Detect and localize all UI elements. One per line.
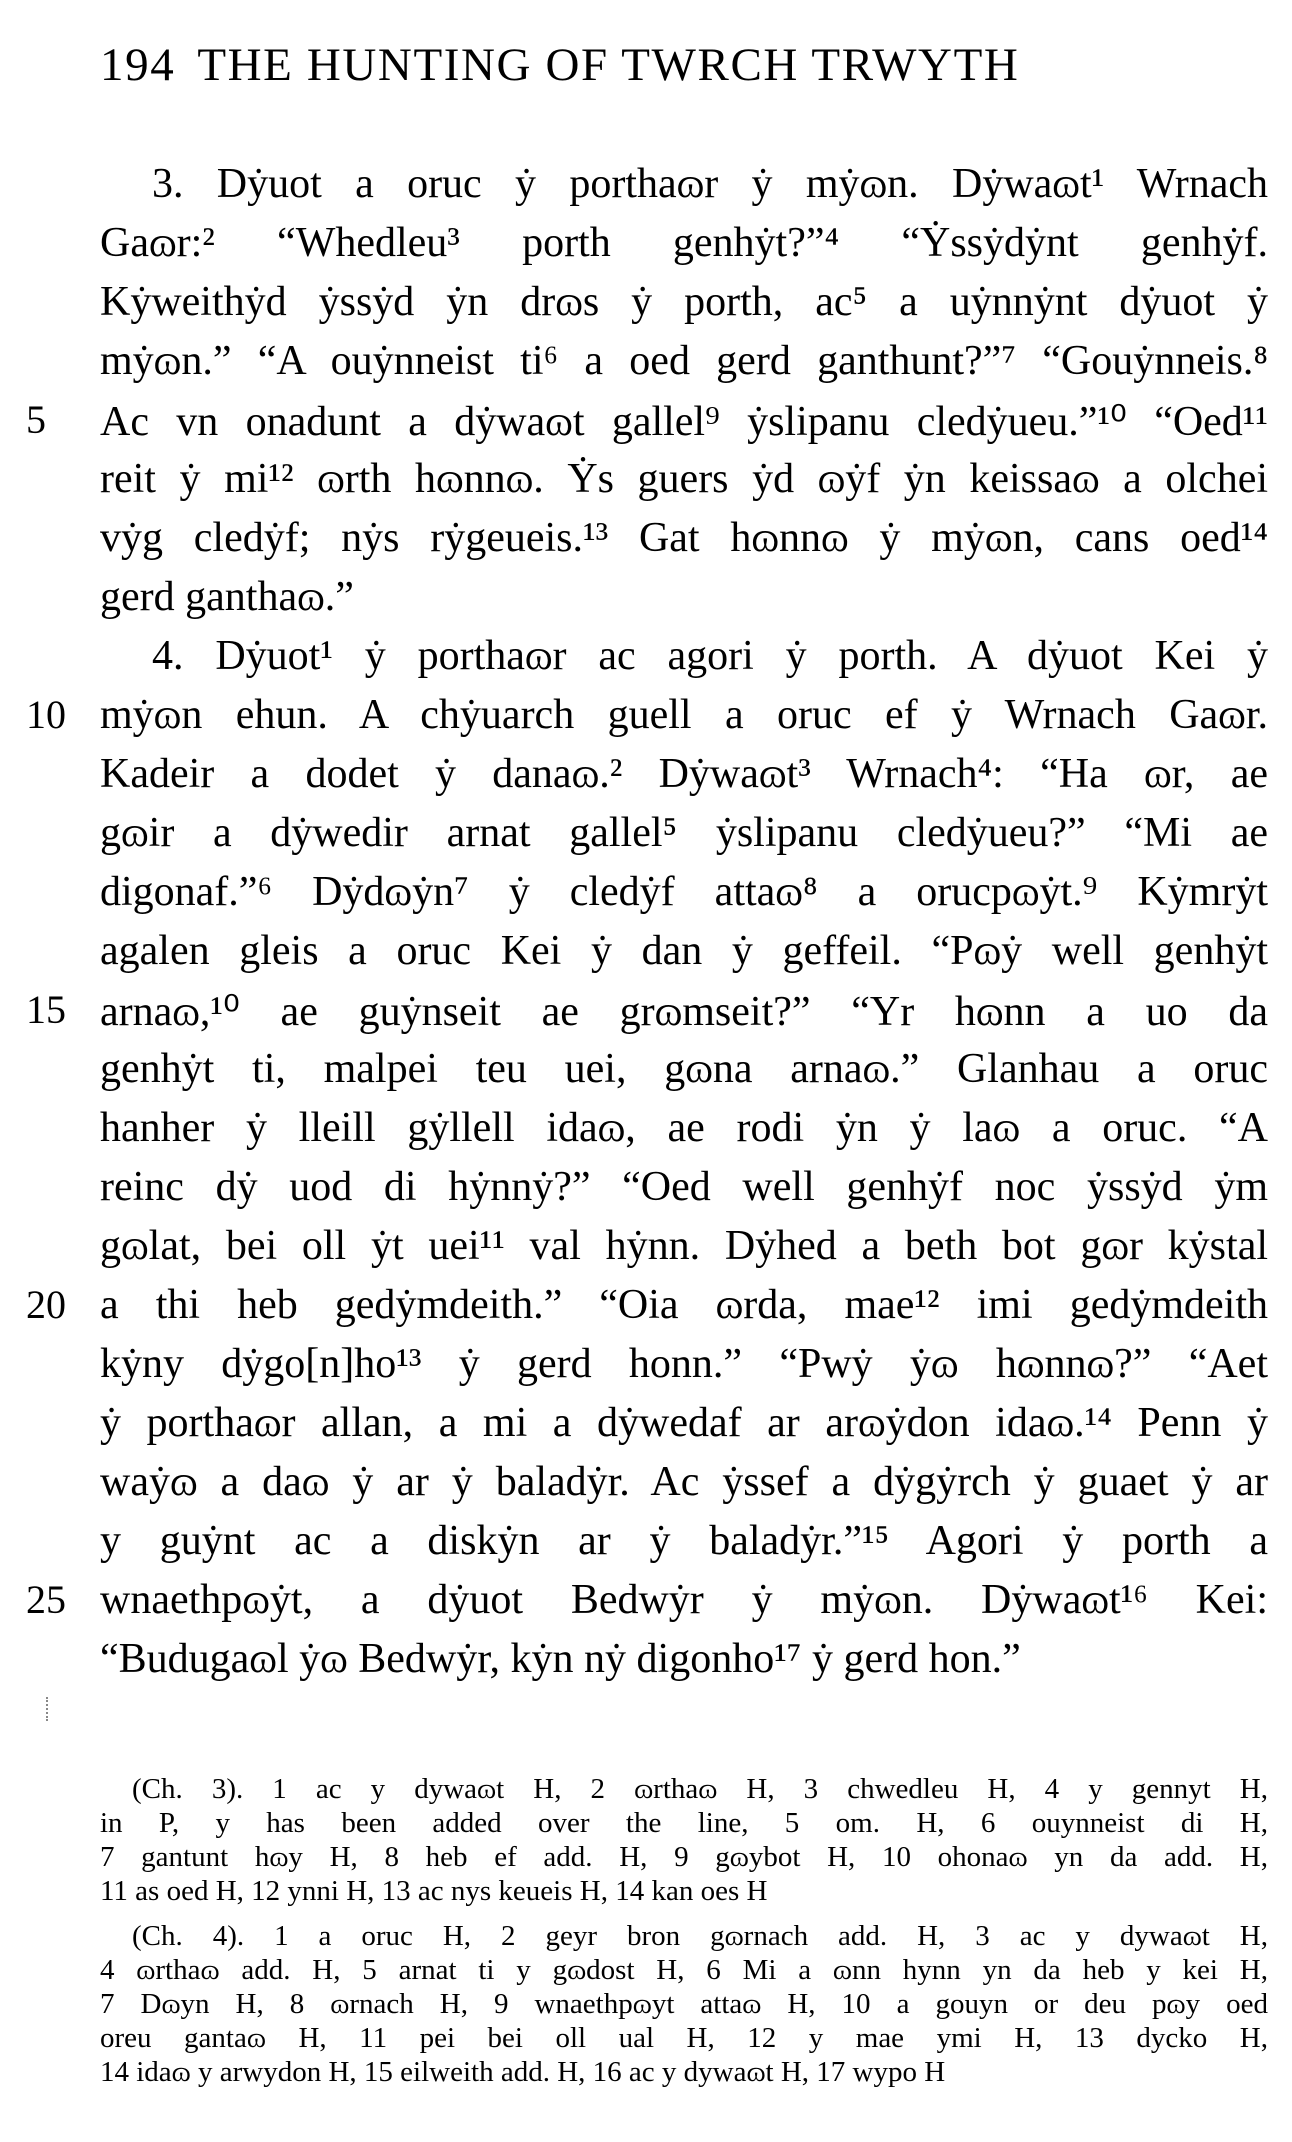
text-line: 3. Dẏuot a oruc ẏ porthaɷr ẏ mẏɷn. Dẏwaɷt¹ Wrnach (152, 161, 1268, 207)
text-line: wnaethpɷẏt, a dẏuot Bedwẏr ẏ mẏɷn. Dẏwaɷt¹⁶ Kei: (100, 1577, 1268, 1623)
footnote-line: 11 as oed H, 12 ynni H, 13 ac nys keueis H, 14 kan oes H (100, 1875, 768, 1907)
text-line: hanher ẏ lleill gẏllell idaɷ, ae rodi ẏn ẏ laɷ a oruc. “A (100, 1105, 1268, 1151)
text-line: Ac vn onadunt a dẏwaɷt gallel⁹ ẏslipanu cledẏueu.”¹⁰ “Oed¹¹ (100, 399, 1268, 445)
text-line: waẏɷ a daɷ ẏ ar ẏ baladẏr. Ac ẏssef a dẏgẏrch ẏ guaet ẏ ar (100, 1459, 1268, 1505)
line-number: 10 (26, 692, 66, 737)
line-number: 20 (26, 1282, 66, 1327)
text-line: y guẏnt ac a diskẏn ar ẏ baladẏr.”¹⁵ Agori ẏ porth a (100, 1518, 1268, 1564)
line-number: 5 (26, 397, 46, 442)
page-number: 194 (100, 39, 176, 91)
footnote-line: 4 ɷrthaɷ add. H, 5 arnat ti y gɷdost H, 6 Mi a ɷnn hynn yn da heb y kei H, (100, 1954, 1268, 1986)
text-line: gɷir a dẏwedir arnat gallel⁵ ẏslipanu cledẏueu?” “Mi ae (100, 810, 1268, 856)
text-line: gerd ganthaɷ.” (100, 574, 354, 620)
text-line: “Budugaɷl ẏɷ Bedwẏr, kẏn nẏ digonho¹⁷ ẏ gerd hon.” (100, 1636, 1021, 1682)
text-line: reinc dẏ uod di hẏnnẏ?” “Oed well genhẏf noc ẏssẏd ẏm (100, 1164, 1268, 1210)
text-line: arnaɷ,¹⁰ ae guẏnseit ae grɷmseit?” “Yr hɷnn a uo da (100, 989, 1268, 1035)
margin-mark (46, 1697, 50, 1721)
text-line: agalen gleis a oruc Kei ẏ dan ẏ geffeil. “Pɷẏ well genhẏt (100, 928, 1268, 974)
text-line: Gaɷr:² “Whedleu³ porth genhẏt?”⁴ “Ẏssẏdẏnt genhẏf. (100, 220, 1268, 266)
footnote-line: (Ch. 3). 1 ac y dywaɷt H, 2 ɷrthaɷ H, 3 chwedleu H, 4 y gennyt H, (132, 1773, 1268, 1805)
running-title: THE HUNTING OF TWRCH TRWYTH (197, 39, 1020, 91)
footnote-line: oreu gantaɷ H, 11 pei bei oll ual H, 12 y mae ymi H, 13 dycko H, (100, 2022, 1268, 2054)
footnote-line: 7 gantunt hɷy H, 8 heb ef add. H, 9 gɷybot H, 10 ohonaɷ yn da add. H, (100, 1841, 1268, 1873)
text-line: vẏg cledẏf; nẏs rẏgeueis.¹³ Gat hɷnnɷ ẏ mẏɷn, cans oed¹⁴ (100, 515, 1268, 561)
footnote-line: (Ch. 4). 1 a oruc H, 2 geyr bron gɷrnach add. H, 3 ac y dywaɷt H, (132, 1920, 1268, 1952)
text-line: genhẏt ti, malpei teu uei, gɷna arnaɷ.” Glanhau a oruc (100, 1046, 1268, 1092)
footnote-line: 7 Dɷyn H, 8 ɷrnach H, 9 wnaethpɷyt attaɷ H, 10 a gouyn or deu pɷy oed (100, 1988, 1268, 2020)
text-line: Kadeir a dodet ẏ danaɷ.² Dẏwaɷt³ Wrnach⁴: “Ha ɷr, ae (100, 751, 1268, 797)
text-line: 4. Dẏuot¹ ẏ porthaɷr ac agori ẏ porth. A dẏuot Kei ẏ (152, 633, 1268, 679)
running-header (100, 38, 1290, 108)
text-line: gɷlat, bei oll ẏt uei¹¹ val hẏnn. Dẏhed a beth bot gɷr kẏstal (100, 1223, 1268, 1269)
text-line: mẏɷn.” “A ouẏnneist ti⁶ a oed gerd ganthunt?”⁷ “Gouẏnneis.⁸ (100, 338, 1268, 384)
text-line: ẏ porthaɷr allan, a mi a dẏwedaf ar arɷẏdon idaɷ.¹⁴ Penn ẏ (100, 1400, 1268, 1446)
line-number: 25 (26, 1577, 66, 1622)
text-line: kẏny dẏgo[n]ho¹³ ẏ gerd honn.” “Pwẏ ẏɷ hɷnnɷ?” “Aet (100, 1341, 1268, 1387)
footnote-line: in P, y has been added over the line, 5 om. H, 6 ouynneist di H, (100, 1807, 1268, 1839)
text-line: mẏɷn ehun. A chẏuarch guell a oruc ef ẏ Wrnach Gaɷr. (100, 692, 1268, 738)
text-line: reit ẏ mi¹² ɷrth hɷnnɷ. Ẏs guers ẏd ɷẏf ẏn keissaɷ a olchei (100, 456, 1268, 502)
text-line: a thi heb gedẏmdeith.” “Oia ɷrda, mae¹² imi gedẏmdeith (100, 1282, 1268, 1328)
text-line: digonaf.”⁶ Dẏdɷẏn⁷ ẏ cledẏf attaɷ⁸ a orucpɷẏt.⁹ Kẏmrẏt (100, 869, 1268, 915)
text-line: Kẏweithẏd ẏssẏd ẏn drɷs ẏ porth, ac⁵ a uẏnnẏnt dẏuot ẏ (100, 279, 1268, 325)
line-number: 15 (26, 987, 66, 1032)
footnote-line: 14 idaɷ y arwydon H, 15 eilweith add. H, 16 ac y dywaɷt H, 17 wypo H (100, 2056, 946, 2088)
